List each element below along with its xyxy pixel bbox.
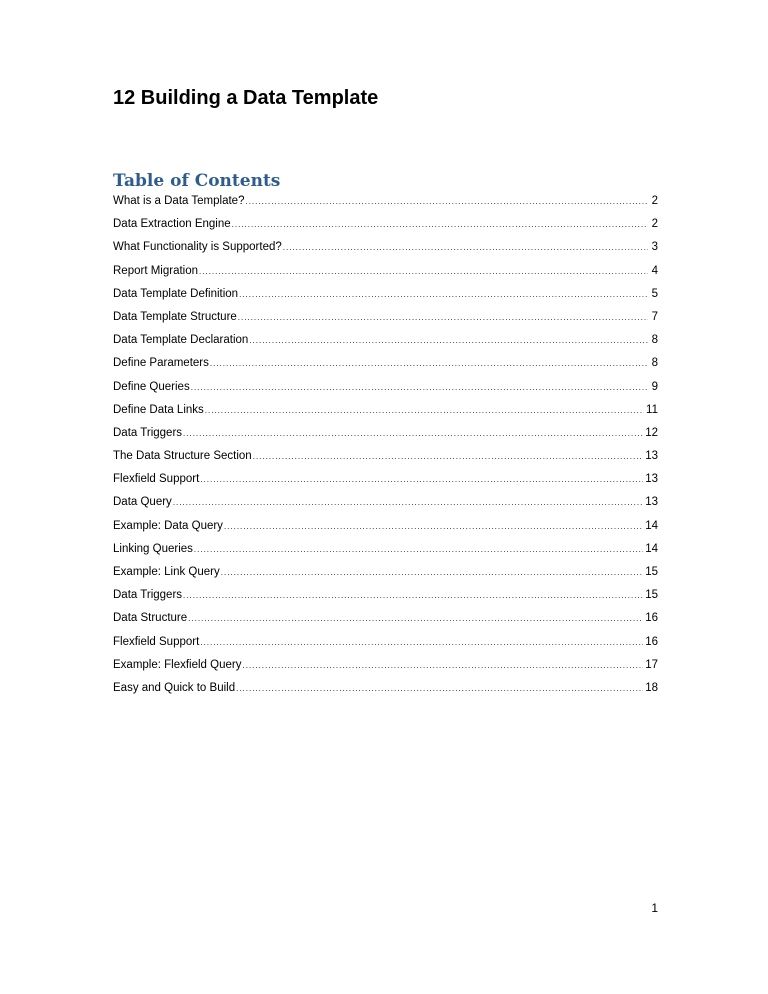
toc-entry[interactable]: [113, 213, 658, 236]
toc-entry-page: 8: [651, 357, 658, 370]
toc-dot-leader: [232, 213, 648, 236]
toc-entry-label: Data Extraction Engine: [113, 218, 231, 231]
toc-dot-leader: [199, 260, 648, 283]
toc-entry-page: 11: [646, 403, 658, 416]
toc-dot-leader: [191, 376, 648, 399]
toc-entry[interactable]: [113, 306, 658, 329]
toc-dot-leader: [210, 352, 648, 375]
toc-entry-label: Linking Queries: [113, 542, 193, 555]
toc-entry[interactable]: [113, 236, 658, 259]
toc-dot-leader: [183, 422, 643, 445]
toc-entry-label: Data Template Structure: [113, 310, 237, 323]
toc-entry-page: 15: [645, 589, 658, 602]
toc-entry-page: 13: [645, 473, 658, 486]
toc-entry-page: 15: [645, 566, 658, 578]
toc-dot-leader: [283, 236, 648, 259]
toc-entry-label: Flexfield Support: [113, 473, 200, 486]
toc-heading: Table of Contents: [113, 171, 281, 191]
toc-entry[interactable]: [113, 376, 658, 399]
toc-dot-leader: [183, 584, 643, 607]
toc-dot-leader: [200, 631, 643, 654]
toc-entry-label: The Data Structure Section: [113, 450, 252, 463]
toc-entry-label: What Functionality is Supported?: [113, 241, 282, 254]
toc-entry-page: 13: [645, 496, 658, 509]
toc-dot-leader: [249, 329, 648, 352]
toc-dot-leader: [194, 538, 643, 561]
toc-entry-label: Data Query: [113, 496, 172, 509]
toc-entry-page: 12: [645, 426, 658, 439]
toc-entry-page: 17: [645, 658, 658, 671]
toc-entry-page: 7: [651, 310, 658, 323]
toc-dot-leader: [253, 445, 643, 468]
toc-entry[interactable]: [113, 352, 658, 375]
toc-entry-page: 14: [645, 519, 658, 532]
toc-entry-label: Data Template Declaration: [113, 334, 249, 347]
toc-entry-page: 9: [651, 380, 658, 393]
toc-dot-leader: [221, 561, 643, 584]
toc-entry[interactable]: [113, 260, 658, 283]
toc-entry-page: 8: [651, 334, 658, 347]
toc-entry-label: Data Triggers: [113, 426, 183, 439]
page-number: 1: [651, 901, 658, 915]
toc-entry[interactable]: [113, 607, 658, 630]
toc-entry-page: 13: [645, 450, 658, 463]
toc-entry-label: Define Queries: [113, 380, 190, 393]
toc-entry-label: Report Migration: [113, 264, 199, 277]
toc-entry[interactable]: [113, 515, 658, 538]
toc-entry-label: Define Data Links: [113, 403, 204, 416]
toc-entry-page: 18: [645, 681, 658, 694]
toc-entry-page: 16: [645, 635, 658, 648]
toc-entry[interactable]: [113, 584, 658, 607]
toc-dot-leader: [224, 515, 643, 538]
toc-dot-leader: [173, 491, 643, 514]
toc-entry-label: What is a Data Template?: [113, 195, 245, 207]
toc-entry[interactable]: [113, 329, 658, 352]
toc-dot-leader: [238, 306, 648, 329]
toc-entry-page: 14: [645, 542, 658, 555]
toc-dot-leader: [239, 283, 648, 306]
toc-entry-page: 5: [651, 287, 658, 300]
toc-entry-page: 16: [645, 612, 658, 625]
toc-dot-leader: [242, 654, 643, 677]
toc-entry[interactable]: [113, 190, 658, 213]
toc-dot-leader: [236, 677, 643, 700]
toc-entry[interactable]: [113, 283, 658, 306]
toc-entry[interactable]: [113, 654, 658, 677]
toc-entry[interactable]: [113, 422, 658, 445]
toc-entry[interactable]: [113, 468, 658, 491]
toc-dot-leader: [205, 399, 644, 422]
toc-entry-label: Define Parameters: [113, 357, 209, 370]
toc-entry[interactable]: [113, 538, 658, 561]
toc-entry-label: Easy and Quick to Build: [113, 681, 236, 694]
toc-entry[interactable]: [113, 399, 658, 422]
toc-entry-page: 3: [651, 241, 658, 254]
toc-entry-label: Data Triggers: [113, 589, 183, 602]
toc-dot-leader: [200, 468, 643, 491]
toc-dot-leader: [188, 607, 643, 630]
toc-entry[interactable]: [113, 561, 658, 584]
toc-entry[interactable]: [113, 491, 658, 514]
toc-entry-label: Example: Link Query: [113, 566, 220, 578]
toc-entry-label: Example: Flexfield Query: [113, 658, 242, 671]
table-of-contents: [113, 190, 658, 700]
toc-entry-label: Flexfield Support: [113, 635, 200, 648]
toc-entry[interactable]: [113, 677, 658, 700]
toc-dot-leader: [245, 190, 648, 213]
toc-entry[interactable]: [113, 445, 658, 468]
toc-entry[interactable]: [113, 631, 658, 654]
toc-entry-page: 2: [651, 218, 658, 231]
toc-entry-label: Data Structure: [113, 612, 188, 625]
toc-entry-label: Example: Data Query: [113, 519, 223, 532]
toc-entry-page: 2: [651, 195, 658, 207]
toc-entry-label: Data Template Definition: [113, 287, 239, 300]
toc-entry-page: 4: [651, 264, 658, 277]
chapter-title: 12 Building a Data Template: [113, 87, 379, 109]
